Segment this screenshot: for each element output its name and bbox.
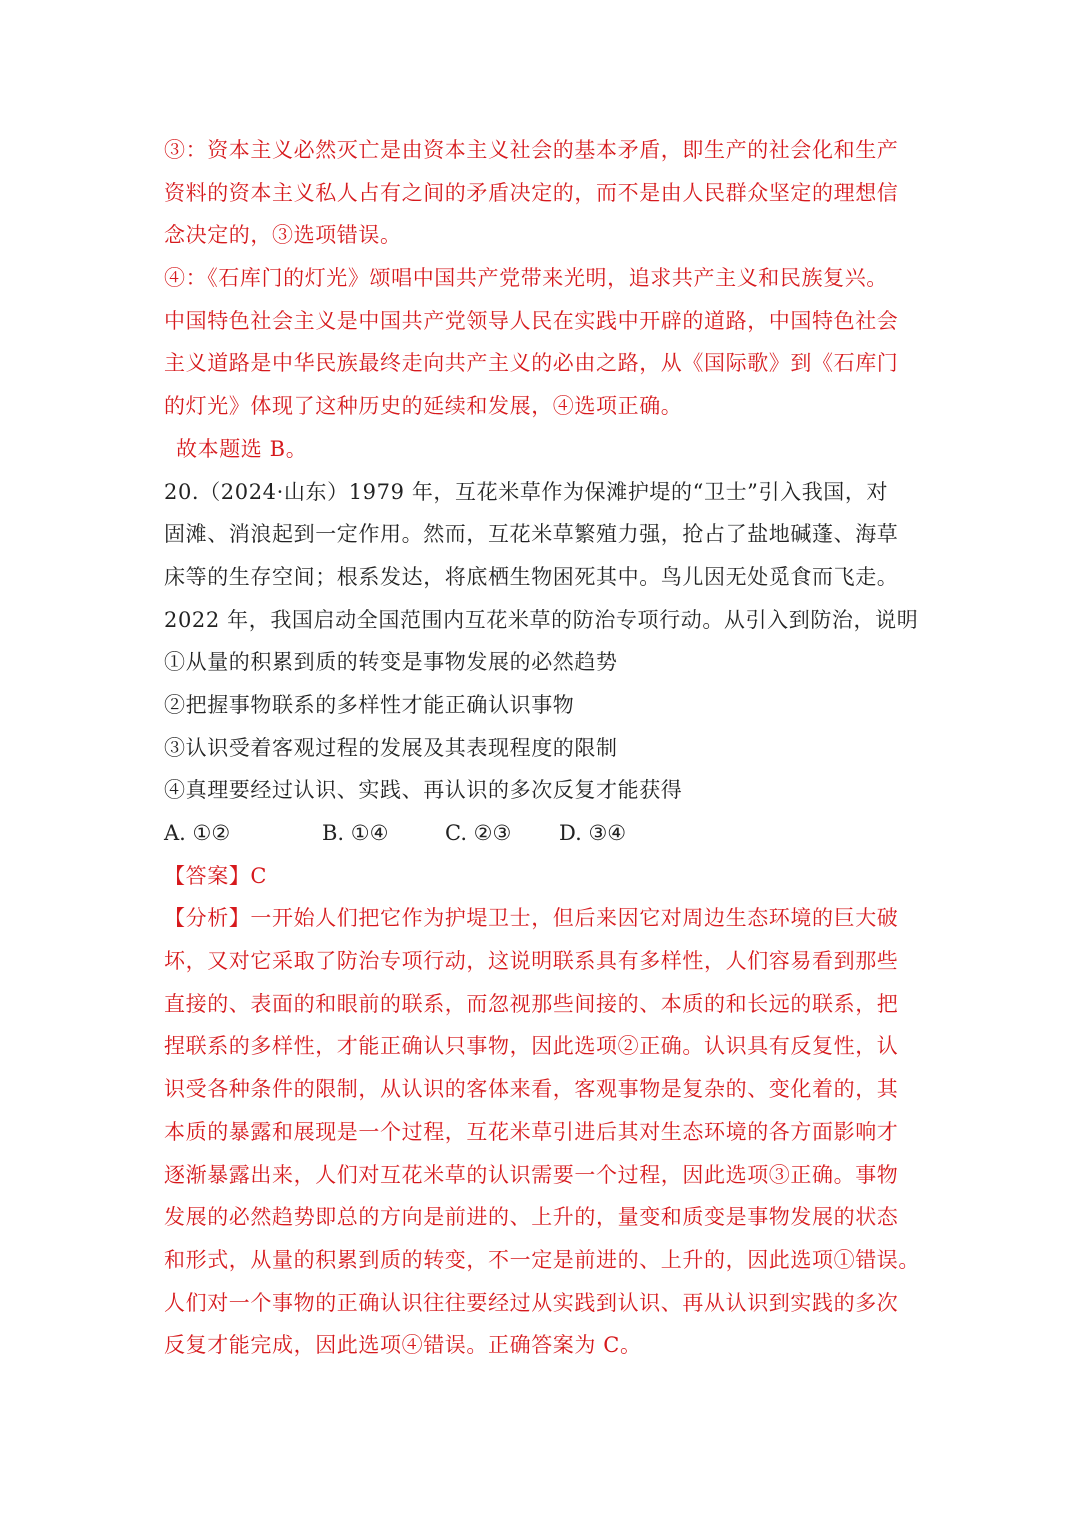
statement-1: ①从量的积累到质的转变是事物发展的必然趋势 (164, 650, 618, 675)
explanation-line: 资料的资本主义私人占有之间的矛盾决定的，而不是由人民群众坚定的理想信 (164, 180, 899, 205)
question-stem-line: 固滩、消浪起到一定作用。然而，互花米草繁殖力强，抢占了盐地碱蓬、海草 (164, 522, 899, 547)
prev-explanation-item-3 (164, 129, 914, 257)
analysis-line: 直接的、表面的和眼前的联系，而忽视那些间接的、本质的和长远的联系，把 (164, 991, 899, 1016)
option-a: A. ①② (164, 821, 231, 845)
explanation-line: 念决定的，③选项错误。 (164, 223, 402, 248)
analysis-line: 逐渐暴露出来，人们对互花米草的认识需要一个过程，因此选项③正确。事物 (164, 1162, 899, 1187)
analysis-line: 反复才能完成，因此选项④错误。正确答案为 C。 (164, 1333, 642, 1358)
explanation-line: 中国特色社会主义是中国共产党领导人民在实践中开辟的道路，中国特色社会 (164, 308, 899, 333)
analysis-line: 本质的暴露和展现是一个过程，互花米草引进后其对生态环境的各方面影响才 (164, 1119, 899, 1144)
analysis-line: 发展的必然趋势即总的方向是前进的、上升的，量变和质变是事物发展的状态 (164, 1205, 899, 1230)
option-c: C. ②③ (445, 821, 512, 845)
answer-options (164, 812, 914, 855)
question-stem (164, 471, 919, 642)
statement-4: ④真理要经过认识、实践、再认识的多次反复才能获得 (164, 778, 683, 803)
answer-value: C (250, 863, 268, 888)
document-page (164, 129, 920, 1367)
analysis-line: 坏，又对它采取了防治专项行动，这说明联系具有多样性，人们容易看到那些 (164, 949, 899, 974)
prev-conclusion: 故本题选 B。 (176, 436, 308, 461)
question-stem-line: 床等的生存空间；根系发达，将底栖生物困死其中。鸟儿因无处觅食而飞走。 (164, 564, 899, 589)
analysis-line: 和形式，从量的积累到质的转变，不一定是前进的、上升的，因此选项①错误。 (164, 1247, 920, 1272)
analysis-block (164, 897, 920, 1367)
analysis-line: 捏联系的多样性，才能正确认只事物，因此选项②正确。认识具有反复性，认 (164, 1034, 899, 1059)
statement-3: ③认识受着客观过程的发展及其表现程度的限制 (164, 735, 618, 760)
answer-line (164, 855, 914, 898)
explanation-line: ④：《石库门的灯光》颂唱中国共产党带来光明，追求共产主义和民族复兴。 (164, 266, 888, 291)
analysis-line: 人们对一个事物的正确认识往往要经过从实践到认识、再从认识到实践的多次 (164, 1290, 899, 1315)
analysis-first-line (164, 897, 914, 940)
analysis-text: 一开始人们把它作为护堤卫士，但后来因它对周边生态环境的巨大破 (250, 906, 899, 931)
option-d: D. ③④ (559, 821, 627, 845)
explanation-line: 的灯光》体现了这种历史的延续和发展，④选项正确。 (164, 394, 683, 419)
question-statements (164, 641, 914, 812)
statement-2: ②把握事物联系的多样性才能正确认识事物 (164, 692, 575, 717)
question-stem-line: 20.（2024·山东）1979 年，互花米草作为保滩护堤的“卫士”引入我国，对 (164, 479, 889, 504)
prev-explanation-item-4 (164, 257, 914, 428)
explanation-line: 主义道路是中华民族最终走向共产主义的必由之路，从《国际歌》到《石库门 (164, 351, 899, 376)
analysis-line: 识受各种条件的限制，从认识的客体来看，客观事物是复杂的、变化着的，其 (164, 1077, 899, 1102)
analysis-label: 【分析】 (164, 906, 251, 931)
answer-label: 【答案】 (164, 863, 251, 888)
option-b: B. ①④ (322, 821, 389, 845)
question-stem-line: 2022 年，我国启动全国范围内互花米草的防治专项行动。从引入到防治，说明 (164, 607, 919, 632)
explanation-line: ③：资本主义必然灭亡是由资本主义社会的基本矛盾，即生产的社会化和生产 (164, 138, 899, 162)
